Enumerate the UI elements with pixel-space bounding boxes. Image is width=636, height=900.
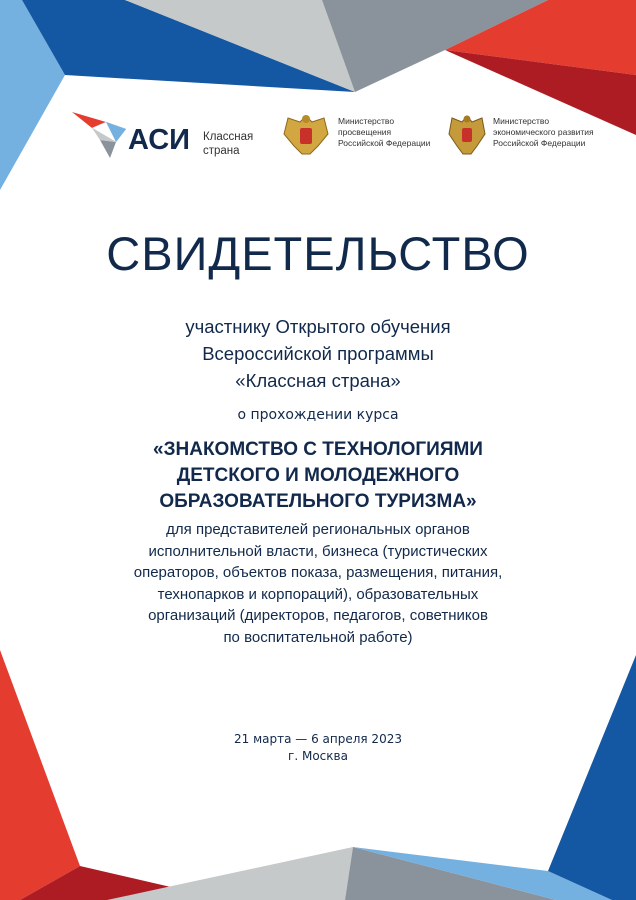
- subtitle-line: Всероссийской программы: [202, 343, 434, 364]
- course-title-line: ОБРАЗОВАТЕЛЬНОГО ТУРИЗМА»: [159, 491, 477, 512]
- ministry-name-line: просвещения: [338, 127, 392, 137]
- city: г. Москва: [288, 749, 348, 763]
- audience-line: технопарков и корпораций), образовательных: [157, 585, 479, 603]
- course-dates: 21 марта — 6 апреля 2023: [234, 732, 402, 746]
- audience-line: операторов, объектов показа, размещения, питания,: [133, 564, 503, 581]
- certificate-subtitle: [0, 313, 636, 394]
- course-title-line: «ЗНАКОМСТВО С ТЕХНОЛОГИЯМИ: [153, 439, 483, 460]
- date-location: [0, 731, 636, 765]
- asi-slogan: [203, 130, 253, 158]
- course-title-line: ДЕТСКОГО И МОЛОДЕЖНОГО: [176, 465, 460, 486]
- bottom-border-shapes: [0, 650, 636, 900]
- course-intro: о прохождении курса: [237, 407, 399, 423]
- ministry-education-name: [338, 116, 430, 149]
- audience-line: исполнительной власти, бизнеса (туристических: [148, 542, 488, 560]
- ministry-name-line: Российской Федерации: [493, 138, 586, 148]
- subtitle-line: участнику Открытого обучения: [185, 316, 451, 337]
- coat-of-arms-icon: [282, 112, 330, 158]
- coat-of-arms-icon: [447, 112, 487, 158]
- ministry-name-line: Российской Федерации: [338, 138, 431, 148]
- audience-line: организаций (директоров, педагогов, советников: [148, 607, 488, 624]
- course-audience: [0, 519, 636, 648]
- asi-arrow-icon: [72, 112, 128, 160]
- asi-slogan-line: страна: [203, 145, 240, 157]
- ministry-education-logo: [282, 112, 431, 162]
- asi-slogan-line: Классная: [203, 131, 254, 143]
- subtitle-line: «Классная страна»: [235, 370, 401, 391]
- ministry-name-line: экономического развития: [493, 127, 594, 137]
- ministry-economy-logo: [447, 112, 594, 162]
- audience-line: для представителей региональных органов: [166, 521, 470, 538]
- ministry-name-line: Министерство: [338, 116, 395, 126]
- certificate-title: СВИДЕТЕЛЬСТВО: [106, 227, 530, 280]
- ministry-name-line: Министерство: [493, 116, 550, 126]
- asi-abbr: АСИ: [128, 124, 191, 156]
- ministry-economy-name: [493, 116, 594, 149]
- audience-line: по воспитательной работе): [223, 628, 413, 646]
- course-title: [0, 437, 636, 515]
